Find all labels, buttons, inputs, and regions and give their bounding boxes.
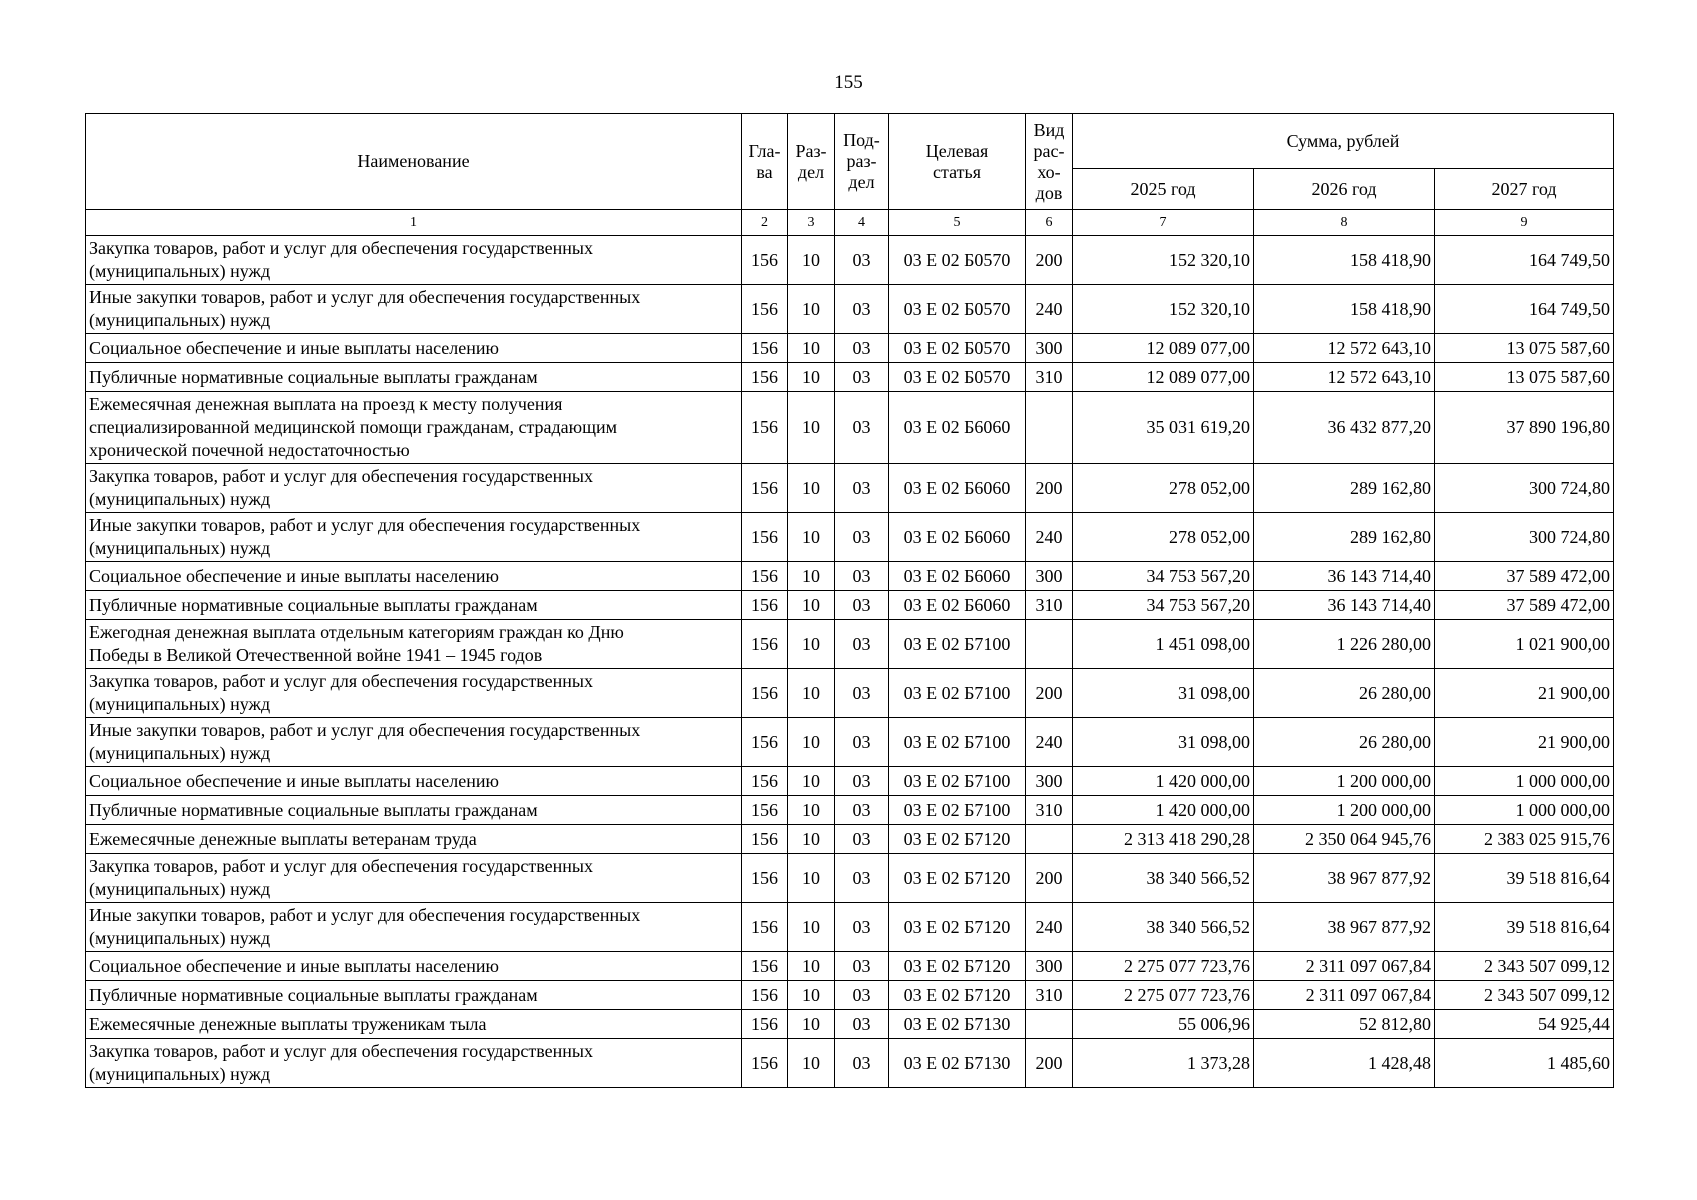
header-glava: Гла- ва xyxy=(742,114,788,210)
row-name-cell: Социальное обеспечение и иные выплаты населению xyxy=(86,767,742,796)
row-name-cell: Социальное обеспечение и иные выплаты населению xyxy=(86,952,742,981)
glava-cell: 156 xyxy=(742,669,788,718)
vid-rashodov-cell: 200 xyxy=(1026,236,1073,285)
row-name-cell: Ежегодная денежная выплата отдельным категориям граждан ко Дню Победы в Великой Отечественной войне 1941 – 1945 годов xyxy=(86,620,742,669)
celevaya-statya-cell: 03 Е 02 Б7120 xyxy=(889,825,1026,854)
header-podrazdel: Под- раз- дел xyxy=(835,114,889,210)
amount-2026-cell: 1 226 280,00 xyxy=(1254,620,1435,669)
glava-cell: 156 xyxy=(742,620,788,669)
celevaya-statya-cell: 03 Е 02 Б7120 xyxy=(889,854,1026,903)
celevaya-statya-cell: 03 Е 02 Б6060 xyxy=(889,562,1026,591)
amount-2027-cell: 1 000 000,00 xyxy=(1435,767,1614,796)
podrazdel-cell: 03 xyxy=(835,952,889,981)
glava-cell: 156 xyxy=(742,854,788,903)
razdel-cell: 10 xyxy=(788,285,835,334)
amount-2026-cell: 2 311 097 067,84 xyxy=(1254,981,1435,1010)
amount-2027-cell: 1 021 900,00 xyxy=(1435,620,1614,669)
podrazdel-cell: 03 xyxy=(835,669,889,718)
celevaya-statya-cell: 03 Е 02 Б7130 xyxy=(889,1039,1026,1088)
row-name-cell: Ежемесячная денежная выплата на проезд к месту получения специализированной медицинской помощи гражданам, страдающим хронической почечной недостаточностью xyxy=(86,392,742,464)
table-row xyxy=(86,854,1614,903)
glava-cell: 156 xyxy=(742,952,788,981)
amount-2025-cell: 35 031 619,20 xyxy=(1073,392,1254,464)
vid-rashodov-cell xyxy=(1026,620,1073,669)
amount-2025-cell: 31 098,00 xyxy=(1073,718,1254,767)
amount-2027-cell: 54 925,44 xyxy=(1435,1010,1614,1039)
table-row xyxy=(86,903,1614,952)
table-row xyxy=(86,363,1614,392)
celevaya-statya-cell: 03 Е 02 Б7120 xyxy=(889,981,1026,1010)
row-name-cell: Ежемесячные денежные выплаты ветеранам труда xyxy=(86,825,742,854)
column-number: 3 xyxy=(788,210,835,236)
vid-rashodov-cell: 240 xyxy=(1026,903,1073,952)
amount-2025-cell: 152 320,10 xyxy=(1073,236,1254,285)
amount-2026-cell: 1 428,48 xyxy=(1254,1039,1435,1088)
amount-2026-cell: 12 572 643,10 xyxy=(1254,363,1435,392)
amount-2027-cell: 37 589 472,00 xyxy=(1435,591,1614,620)
celevaya-statya-cell: 03 Е 02 Б7100 xyxy=(889,620,1026,669)
celevaya-statya-cell: 03 Е 02 Б7100 xyxy=(889,718,1026,767)
celevaya-statya-cell: 03 Е 02 Б7130 xyxy=(889,1010,1026,1039)
celevaya-statya-cell: 03 Е 02 Б6060 xyxy=(889,392,1026,464)
amount-2026-cell: 38 967 877,92 xyxy=(1254,903,1435,952)
glava-cell: 156 xyxy=(742,718,788,767)
podrazdel-cell: 03 xyxy=(835,796,889,825)
table-row xyxy=(86,1010,1614,1039)
table-row xyxy=(86,1039,1614,1088)
row-name-cell: Социальное обеспечение и иные выплаты населению xyxy=(86,334,742,363)
podrazdel-cell: 03 xyxy=(835,620,889,669)
amount-2026-cell: 158 418,90 xyxy=(1254,285,1435,334)
table-row xyxy=(86,236,1614,285)
podrazdel-cell: 03 xyxy=(835,1010,889,1039)
column-number: 5 xyxy=(889,210,1026,236)
table-row xyxy=(86,825,1614,854)
header-year-2026: 2026 год xyxy=(1254,169,1435,210)
amount-2025-cell: 38 340 566,52 xyxy=(1073,903,1254,952)
amount-2027-cell: 39 518 816,64 xyxy=(1435,854,1614,903)
podrazdel-cell: 03 xyxy=(835,392,889,464)
glava-cell: 156 xyxy=(742,513,788,562)
glava-cell: 156 xyxy=(742,562,788,591)
amount-2025-cell: 12 089 077,00 xyxy=(1073,334,1254,363)
podrazdel-cell: 03 xyxy=(835,562,889,591)
column-number: 9 xyxy=(1435,210,1614,236)
celevaya-statya-cell: 03 Е 02 Б6060 xyxy=(889,513,1026,562)
amount-2027-cell: 2 383 025 915,76 xyxy=(1435,825,1614,854)
page-number: 155 xyxy=(834,72,863,93)
podrazdel-cell: 03 xyxy=(835,825,889,854)
razdel-cell: 10 xyxy=(788,825,835,854)
vid-rashodov-cell: 310 xyxy=(1026,796,1073,825)
row-name-cell: Иные закупки товаров, работ и услуг для обеспечения государственных (муниципальных) нужд xyxy=(86,903,742,952)
celevaya-statya-cell: 03 Е 02 Б0570 xyxy=(889,363,1026,392)
podrazdel-cell: 03 xyxy=(835,903,889,952)
amount-2027-cell: 13 075 587,60 xyxy=(1435,363,1614,392)
vid-rashodov-cell: 200 xyxy=(1026,464,1073,513)
row-name-cell: Публичные нормативные социальные выплаты гражданам xyxy=(86,796,742,825)
table-row xyxy=(86,767,1614,796)
column-number: 6 xyxy=(1026,210,1073,236)
amount-2027-cell: 13 075 587,60 xyxy=(1435,334,1614,363)
amount-2027-cell: 164 749,50 xyxy=(1435,285,1614,334)
amount-2027-cell: 21 900,00 xyxy=(1435,669,1614,718)
amount-2025-cell: 31 098,00 xyxy=(1073,669,1254,718)
amount-2026-cell: 2 350 064 945,76 xyxy=(1254,825,1435,854)
podrazdel-cell: 03 xyxy=(835,718,889,767)
amount-2026-cell: 289 162,80 xyxy=(1254,513,1435,562)
glava-cell: 156 xyxy=(742,767,788,796)
amount-2025-cell: 1 420 000,00 xyxy=(1073,767,1254,796)
row-name-cell: Социальное обеспечение и иные выплаты населению xyxy=(86,562,742,591)
amount-2027-cell: 37 589 472,00 xyxy=(1435,562,1614,591)
table-row xyxy=(86,718,1614,767)
row-name-cell: Ежемесячные денежные выплаты труженикам тыла xyxy=(86,1010,742,1039)
table-row xyxy=(86,334,1614,363)
glava-cell: 156 xyxy=(742,796,788,825)
razdel-cell: 10 xyxy=(788,236,835,285)
vid-rashodov-cell: 240 xyxy=(1026,285,1073,334)
podrazdel-cell: 03 xyxy=(835,363,889,392)
vid-rashodov-cell: 200 xyxy=(1026,854,1073,903)
header-summa: Сумма, рублей xyxy=(1073,114,1614,169)
amount-2026-cell: 26 280,00 xyxy=(1254,669,1435,718)
podrazdel-cell: 03 xyxy=(835,591,889,620)
celevaya-statya-cell: 03 Е 02 Б7100 xyxy=(889,796,1026,825)
amount-2026-cell: 2 311 097 067,84 xyxy=(1254,952,1435,981)
vid-rashodov-cell: 240 xyxy=(1026,513,1073,562)
podrazdel-cell: 03 xyxy=(835,464,889,513)
table-body xyxy=(86,210,1614,1088)
row-name-cell: Закупка товаров, работ и услуг для обеспечения государственных (муниципальных) нужд xyxy=(86,464,742,513)
vid-rashodov-cell: 200 xyxy=(1026,1039,1073,1088)
table-row xyxy=(86,981,1614,1010)
glava-cell: 156 xyxy=(742,334,788,363)
table-row xyxy=(86,669,1614,718)
razdel-cell: 10 xyxy=(788,620,835,669)
amount-2026-cell: 36 432 877,20 xyxy=(1254,392,1435,464)
podrazdel-cell: 03 xyxy=(835,767,889,796)
table-row xyxy=(86,285,1614,334)
amount-2026-cell: 289 162,80 xyxy=(1254,464,1435,513)
podrazdel-cell: 03 xyxy=(835,1039,889,1088)
podrazdel-cell: 03 xyxy=(835,285,889,334)
vid-rashodov-cell: 300 xyxy=(1026,562,1073,591)
amount-2025-cell: 278 052,00 xyxy=(1073,464,1254,513)
row-name-cell: Закупка товаров, работ и услуг для обеспечения государственных (муниципальных) нужд xyxy=(86,669,742,718)
vid-rashodov-cell: 300 xyxy=(1026,952,1073,981)
amount-2027-cell: 300 724,80 xyxy=(1435,513,1614,562)
amount-2026-cell: 26 280,00 xyxy=(1254,718,1435,767)
amount-2027-cell: 1 000 000,00 xyxy=(1435,796,1614,825)
amount-2026-cell: 36 143 714,40 xyxy=(1254,591,1435,620)
amount-2025-cell: 34 753 567,20 xyxy=(1073,562,1254,591)
row-name-cell: Иные закупки товаров, работ и услуг для обеспечения государственных (муниципальных) нужд xyxy=(86,285,742,334)
table-row xyxy=(86,562,1614,591)
vid-rashodov-cell: 300 xyxy=(1026,767,1073,796)
vid-rashodov-cell xyxy=(1026,1010,1073,1039)
glava-cell: 156 xyxy=(742,236,788,285)
celevaya-statya-cell: 03 Е 02 Б7120 xyxy=(889,952,1026,981)
amount-2026-cell: 38 967 877,92 xyxy=(1254,854,1435,903)
row-name-cell: Закупка товаров, работ и услуг для обеспечения государственных (муниципальных) нужд xyxy=(86,854,742,903)
amount-2026-cell: 12 572 643,10 xyxy=(1254,334,1435,363)
razdel-cell: 10 xyxy=(788,392,835,464)
amount-2025-cell: 1 373,28 xyxy=(1073,1039,1254,1088)
amount-2025-cell: 38 340 566,52 xyxy=(1073,854,1254,903)
podrazdel-cell: 03 xyxy=(835,513,889,562)
amount-2026-cell: 1 200 000,00 xyxy=(1254,767,1435,796)
razdel-cell: 10 xyxy=(788,513,835,562)
glava-cell: 156 xyxy=(742,903,788,952)
razdel-cell: 10 xyxy=(788,669,835,718)
amount-2025-cell: 152 320,10 xyxy=(1073,285,1254,334)
vid-rashodov-cell: 310 xyxy=(1026,981,1073,1010)
row-name-cell: Публичные нормативные социальные выплаты гражданам xyxy=(86,981,742,1010)
glava-cell: 156 xyxy=(742,1039,788,1088)
glava-cell: 156 xyxy=(742,285,788,334)
table-row xyxy=(86,620,1614,669)
header-razdel: Раз- дел xyxy=(788,114,835,210)
razdel-cell: 10 xyxy=(788,334,835,363)
glava-cell: 156 xyxy=(742,1010,788,1039)
vid-rashodov-cell: 200 xyxy=(1026,669,1073,718)
razdel-cell: 10 xyxy=(788,952,835,981)
table-row xyxy=(86,591,1614,620)
razdel-cell: 10 xyxy=(788,854,835,903)
celevaya-statya-cell: 03 Е 02 Б6060 xyxy=(889,591,1026,620)
amount-2027-cell: 21 900,00 xyxy=(1435,718,1614,767)
row-name-cell: Иные закупки товаров, работ и услуг для обеспечения государственных (муниципальных) нужд xyxy=(86,718,742,767)
budget-table xyxy=(85,113,1614,1088)
header-vid-rashodov: Вид рас- хо- дов xyxy=(1026,114,1073,210)
podrazdel-cell: 03 xyxy=(835,854,889,903)
column-number: 8 xyxy=(1254,210,1435,236)
amount-2027-cell: 300 724,80 xyxy=(1435,464,1614,513)
amount-2025-cell: 278 052,00 xyxy=(1073,513,1254,562)
podrazdel-cell: 03 xyxy=(835,236,889,285)
table-row xyxy=(86,392,1614,464)
column-number: 2 xyxy=(742,210,788,236)
column-number: 4 xyxy=(835,210,889,236)
glava-cell: 156 xyxy=(742,981,788,1010)
row-name-cell: Закупка товаров, работ и услуг для обеспечения государственных (муниципальных) нужд xyxy=(86,236,742,285)
razdel-cell: 10 xyxy=(788,767,835,796)
amount-2025-cell: 2 275 077 723,76 xyxy=(1073,981,1254,1010)
vid-rashodov-cell xyxy=(1026,392,1073,464)
table-row xyxy=(86,796,1614,825)
vid-rashodov-cell: 240 xyxy=(1026,718,1073,767)
table-row xyxy=(86,464,1614,513)
razdel-cell: 10 xyxy=(788,1039,835,1088)
razdel-cell: 10 xyxy=(788,562,835,591)
vid-rashodov-cell: 300 xyxy=(1026,334,1073,363)
razdel-cell: 10 xyxy=(788,1010,835,1039)
glava-cell: 156 xyxy=(742,464,788,513)
razdel-cell: 10 xyxy=(788,718,835,767)
celevaya-statya-cell: 03 Е 02 Б0570 xyxy=(889,236,1026,285)
amount-2026-cell: 158 418,90 xyxy=(1254,236,1435,285)
header-year-2025: 2025 год xyxy=(1073,169,1254,210)
razdel-cell: 10 xyxy=(788,591,835,620)
podrazdel-cell: 03 xyxy=(835,981,889,1010)
podrazdel-cell: 03 xyxy=(835,334,889,363)
celevaya-statya-cell: 03 Е 02 Б7120 xyxy=(889,903,1026,952)
column-numbers-row xyxy=(86,210,1614,236)
row-name-cell: Публичные нормативные социальные выплаты гражданам xyxy=(86,363,742,392)
celevaya-statya-cell: 03 Е 02 Б0570 xyxy=(889,334,1026,363)
column-number: 1 xyxy=(86,210,742,236)
table-row xyxy=(86,513,1614,562)
razdel-cell: 10 xyxy=(788,903,835,952)
celevaya-statya-cell: 03 Е 02 Б7100 xyxy=(889,767,1026,796)
razdel-cell: 10 xyxy=(788,981,835,1010)
amount-2025-cell: 2 275 077 723,76 xyxy=(1073,952,1254,981)
glava-cell: 156 xyxy=(742,363,788,392)
celevaya-statya-cell: 03 Е 02 Б0570 xyxy=(889,285,1026,334)
column-number: 7 xyxy=(1073,210,1254,236)
amount-2025-cell: 2 313 418 290,28 xyxy=(1073,825,1254,854)
razdel-cell: 10 xyxy=(788,464,835,513)
razdel-cell: 10 xyxy=(788,363,835,392)
amount-2027-cell: 39 518 816,64 xyxy=(1435,903,1614,952)
glava-cell: 156 xyxy=(742,392,788,464)
amount-2026-cell: 52 812,80 xyxy=(1254,1010,1435,1039)
vid-rashodov-cell: 310 xyxy=(1026,363,1073,392)
row-name-cell: Закупка товаров, работ и услуг для обеспечения государственных (муниципальных) нужд xyxy=(86,1039,742,1088)
glava-cell: 156 xyxy=(742,591,788,620)
table-header xyxy=(86,114,1614,210)
amount-2025-cell: 1 420 000,00 xyxy=(1073,796,1254,825)
vid-rashodov-cell: 310 xyxy=(1026,591,1073,620)
amount-2026-cell: 1 200 000,00 xyxy=(1254,796,1435,825)
header-celevaya-statya: Целевая статья xyxy=(889,114,1026,210)
amount-2025-cell: 1 451 098,00 xyxy=(1073,620,1254,669)
amount-2026-cell: 36 143 714,40 xyxy=(1254,562,1435,591)
row-name-cell: Иные закупки товаров, работ и услуг для обеспечения государственных (муниципальных) нужд xyxy=(86,513,742,562)
celevaya-statya-cell: 03 Е 02 Б7100 xyxy=(889,669,1026,718)
row-name-cell: Публичные нормативные социальные выплаты гражданам xyxy=(86,591,742,620)
amount-2027-cell: 37 890 196,80 xyxy=(1435,392,1614,464)
celevaya-statya-cell: 03 Е 02 Б6060 xyxy=(889,464,1026,513)
header-name: Наименование xyxy=(86,114,742,210)
amount-2027-cell: 1 485,60 xyxy=(1435,1039,1614,1088)
amount-2025-cell: 12 089 077,00 xyxy=(1073,363,1254,392)
amount-2027-cell: 164 749,50 xyxy=(1435,236,1614,285)
razdel-cell: 10 xyxy=(788,796,835,825)
table-row xyxy=(86,952,1614,981)
amount-2027-cell: 2 343 507 099,12 xyxy=(1435,981,1614,1010)
amount-2025-cell: 55 006,96 xyxy=(1073,1010,1254,1039)
vid-rashodov-cell xyxy=(1026,825,1073,854)
amount-2027-cell: 2 343 507 099,12 xyxy=(1435,952,1614,981)
header-year-2027: 2027 год xyxy=(1435,169,1614,210)
amount-2025-cell: 34 753 567,20 xyxy=(1073,591,1254,620)
glava-cell: 156 xyxy=(742,825,788,854)
